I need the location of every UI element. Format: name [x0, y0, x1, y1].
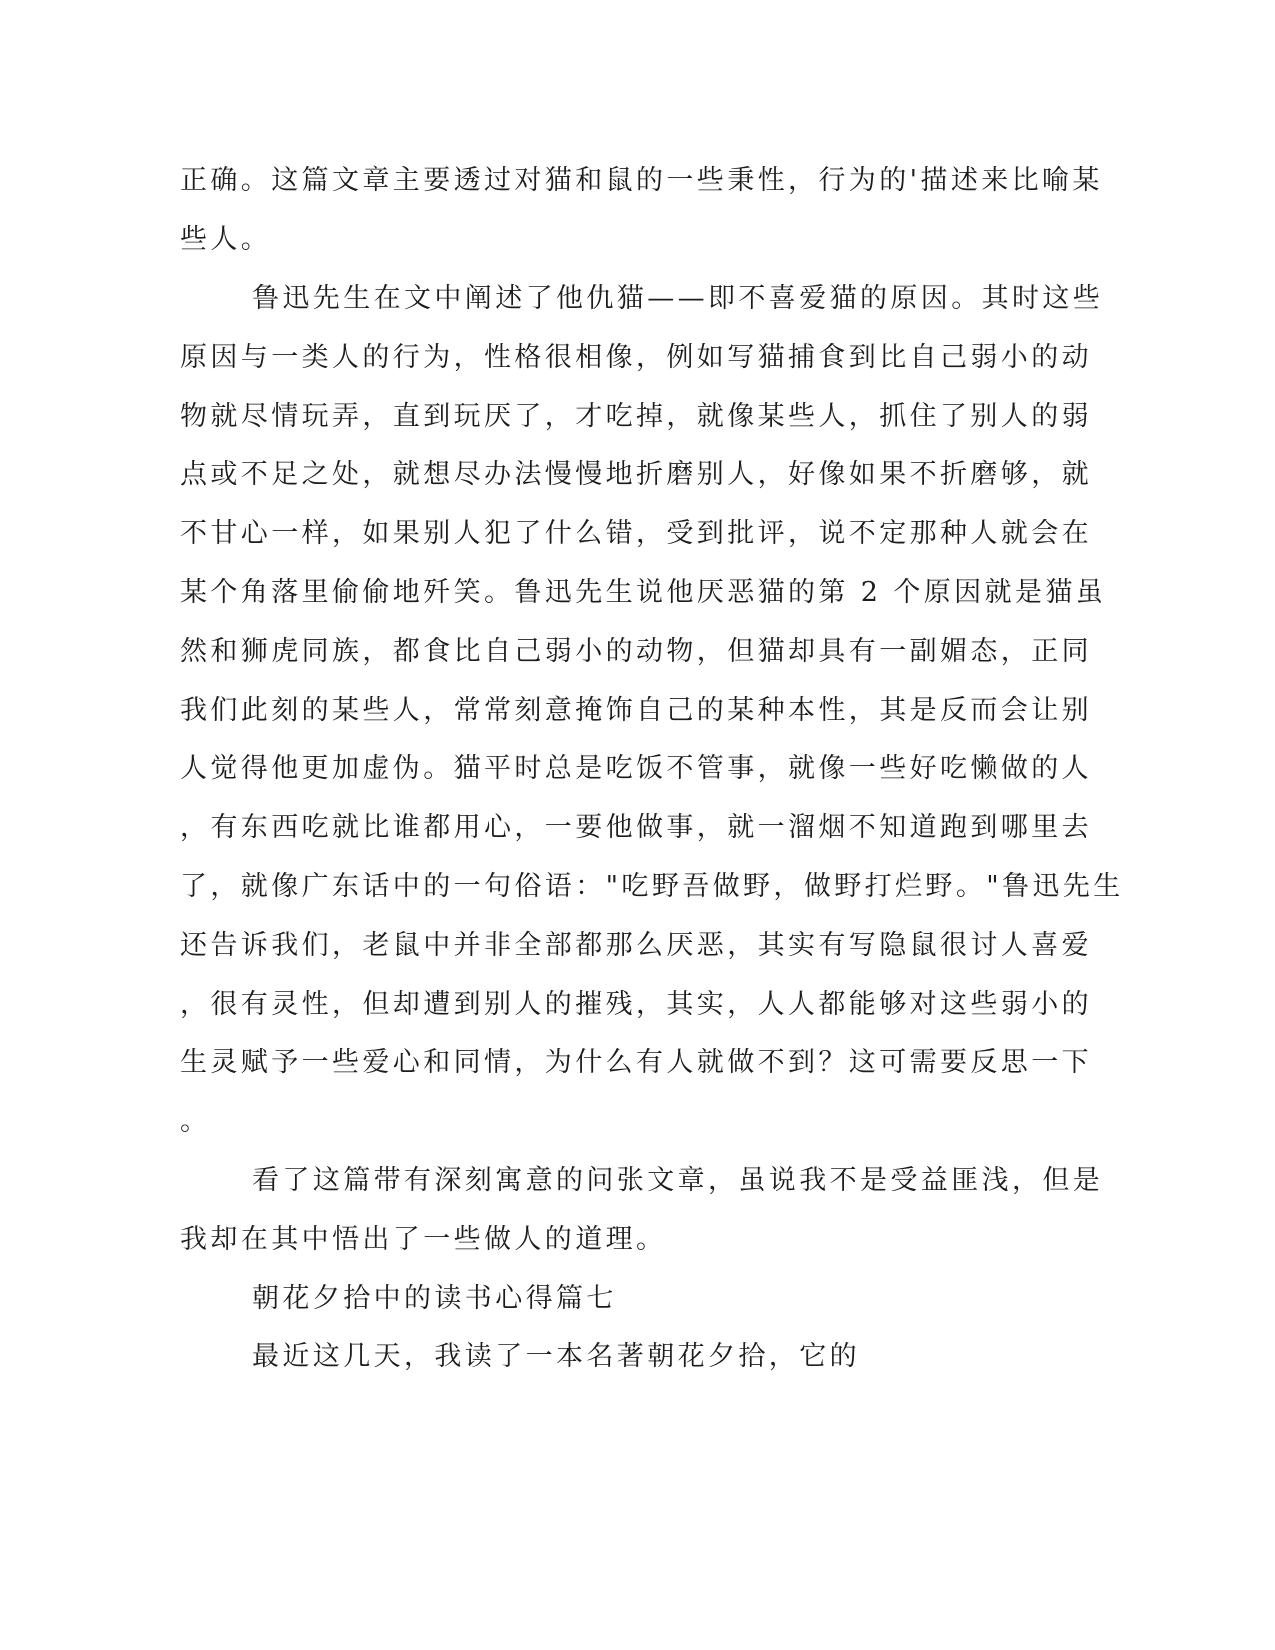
text-line: 我们此刻的某些人，常常刻意掩饰自己的某种本性，其是反而会让别 [180, 695, 1092, 726]
text-line: 生灵赋予一些爱心和同情，为什么有人就做不到？这可需要反思一下 [180, 1047, 1092, 1078]
section-heading: 朝花夕拾中的读书心得篇七 [252, 1283, 617, 1314]
text-line: 不甘心一样，如果别人犯了什么错，受到批评，说不定那种人就会在 [180, 518, 1092, 549]
text-line: ，有东西吃就比谁都用心，一要他做事，就一溜烟不知道跑到哪里去 [180, 812, 1092, 843]
text-line: 最近这几天，我读了一本名著朝花夕拾，它的 [252, 1341, 860, 1372]
text-line: 些人。 [180, 224, 272, 255]
text-line: 点或不足之处，就想尽办法慢慢地折磨别人，好像如果不折磨够，就 [180, 459, 1092, 490]
text-line: 我却在其中悟出了一些做人的道理。 [180, 1224, 667, 1255]
text-line: ，很有灵性，但却遭到别人的摧残，其实，人人都能够对这些弱小的 [180, 989, 1092, 1020]
text-line: 原因与一类人的行为，性格很相像，例如写猫捕食到比自己弱小的动 [180, 342, 1092, 373]
text-line: 了，就像广东话中的一句俗语："吃野吾做野，做野打烂野。"鲁迅先生 [180, 871, 1124, 902]
text-line: 鲁迅先生在文中阐述了他仇猫——即不喜爱猫的原因。其时这些 [252, 283, 1104, 314]
text-line: 然和狮虎同族，都食比自己弱小的动物，但猫却具有一副媚态，正同 [180, 636, 1092, 667]
text-line: 物就尽情玩弄，直到玩厌了，才吃掉，就像某些人，抓住了别人的弱 [180, 401, 1092, 432]
text-line: 看了这篇带有深刻寓意的问张文章，虽说我不是受益匪浅，但是 [252, 1165, 1104, 1196]
text-line: 人觉得他更加虚伪。猫平时总是吃饭不管事，就像一些好吃懒做的人 [180, 753, 1092, 784]
text-line: 还告诉我们，老鼠中并非全部都那么厌恶，其实有写隐鼠很讨人喜爱 [180, 930, 1092, 961]
text-line: 某个角落里偷偷地歼笑。鲁迅先生说他厌恶猫的第 2 个原因就是猫虽 [180, 577, 1107, 608]
text-line: 。 [180, 1106, 211, 1137]
text-line: 正确。这篇文章主要透过对猫和鼠的一些秉性，行为的'描述来比喻某 [180, 165, 1103, 196]
